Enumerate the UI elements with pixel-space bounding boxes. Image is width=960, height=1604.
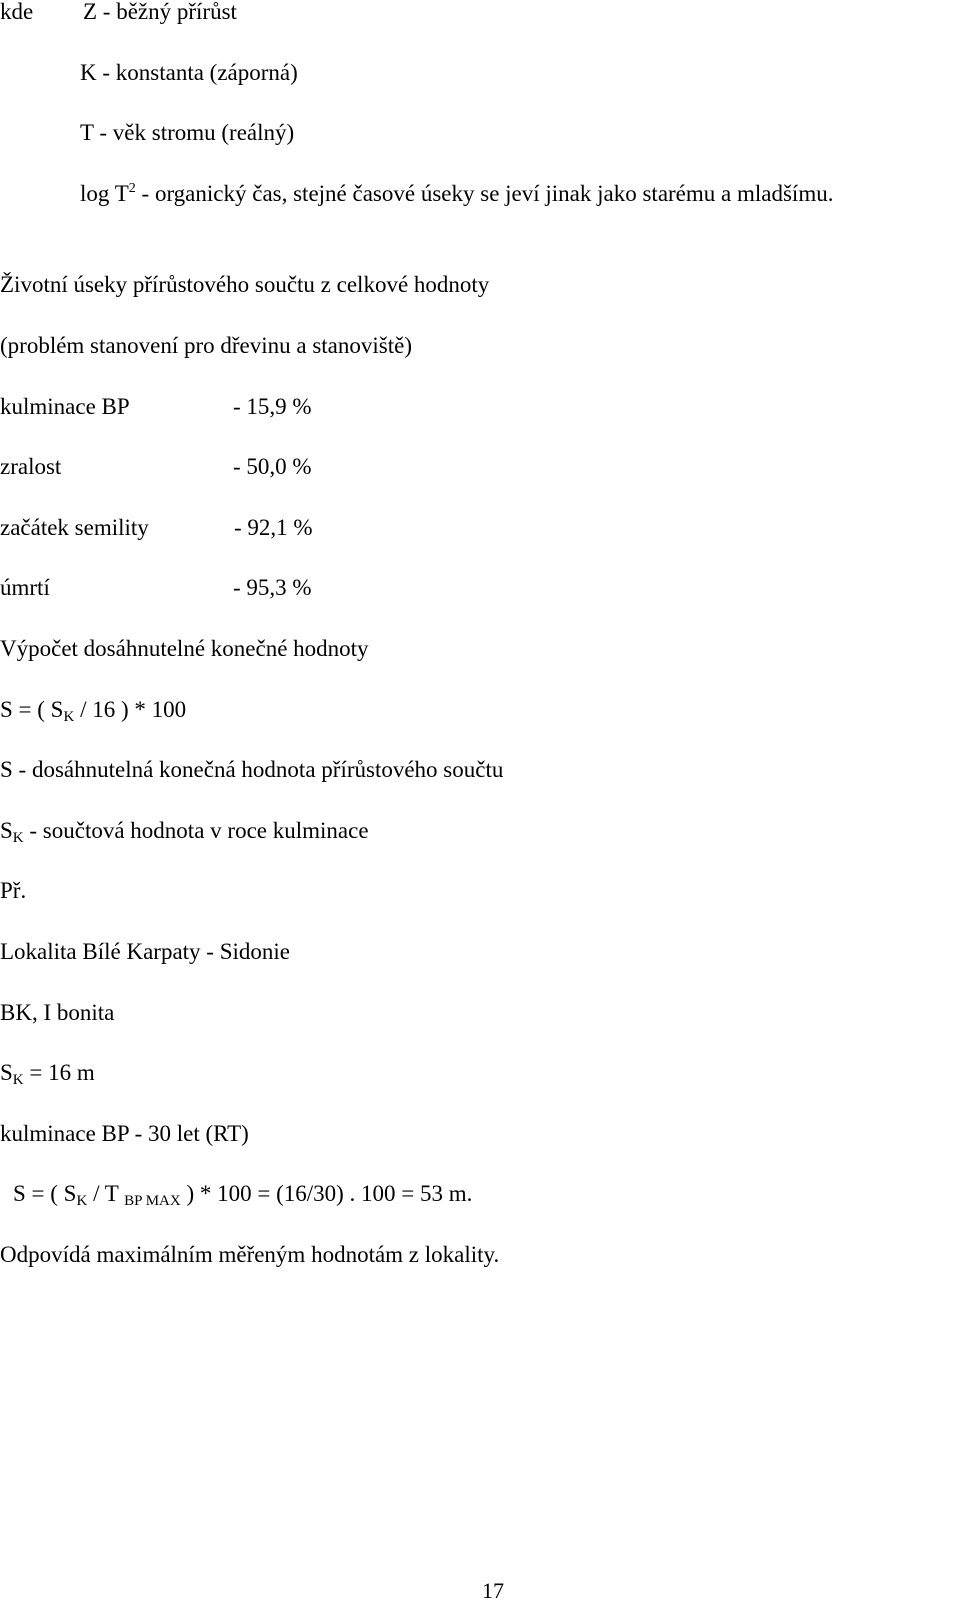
- def-z: Z - běžný přírůst: [83, 0, 237, 24]
- formula-subscript: BP MAX: [124, 1193, 181, 1209]
- s-definition: S - dosáhnutelná konečná hodnota přírůstového součtu: [0, 757, 504, 782]
- sk-definition: [0, 819, 369, 846]
- stage-label: kulminace BP: [0, 394, 130, 419]
- example-sk: [0, 1061, 95, 1088]
- formula: [0, 698, 186, 725]
- example-label: Př.: [0, 878, 27, 903]
- sk-description: - součtová hodnota v roce kulminace: [23, 818, 369, 843]
- log-description: - organický čas, stejné časové úseky se jeví jinak jako starému a mladšímu.: [135, 181, 834, 206]
- def-log-t: [80, 182, 833, 205]
- stage-value: - 15,9 %: [233, 394, 312, 419]
- def-k: K - konstanta (záporná): [80, 60, 298, 85]
- formula-subscript: K: [63, 709, 75, 725]
- log-prefix: log T: [80, 181, 129, 206]
- formula-part: S = ( S: [0, 697, 64, 722]
- example-kulminace: kulminace BP - 30 let (RT): [0, 1121, 249, 1146]
- formula-part: / T: [87, 1181, 125, 1206]
- formula-part: S = ( S: [13, 1181, 77, 1206]
- def-t: T - věk stromu (reálný): [80, 120, 295, 145]
- sk-subscript: K: [12, 830, 24, 846]
- stage-label: začátek semility: [0, 515, 149, 540]
- example-bonita: BK, I bonita: [0, 1000, 115, 1025]
- page-number: 17: [482, 1578, 504, 1603]
- sk-symbol: S: [0, 818, 13, 843]
- sk-value: = 16 m: [23, 1060, 95, 1085]
- kde-label: kde: [0, 0, 34, 24]
- stage-value: - 95,3 %: [233, 575, 312, 600]
- log-exponent: 2: [128, 181, 136, 196]
- section-title: Životní úseky přírůstového součtu z celkové hodnoty: [0, 272, 490, 297]
- example-conclusion: Odpovídá maximálním měřeným hodnotám z lokality.: [0, 1242, 500, 1267]
- calculation-title: Výpočet dosáhnutelné konečné hodnoty: [0, 636, 369, 661]
- section-subtitle: (problém stanovení pro dřevinu a stanoviště): [0, 333, 412, 358]
- stage-label: zralost: [0, 454, 62, 479]
- example-locality: Lokalita Bílé Karpaty - Sidonie: [0, 939, 290, 964]
- sk-symbol: S: [0, 1060, 13, 1085]
- formula-subscript: K: [76, 1193, 88, 1209]
- formula-part: ) * 100 = (16/30) . 100 = 53 m.: [180, 1181, 473, 1206]
- stage-value: - 50,0 %: [233, 454, 312, 479]
- sk-subscript: K: [12, 1072, 24, 1088]
- example-formula: [13, 1182, 472, 1209]
- stage-value: - 92,1 %: [234, 515, 313, 540]
- stage-label: úmrtí: [0, 575, 50, 600]
- formula-part: / 16 ) * 100: [74, 697, 187, 722]
